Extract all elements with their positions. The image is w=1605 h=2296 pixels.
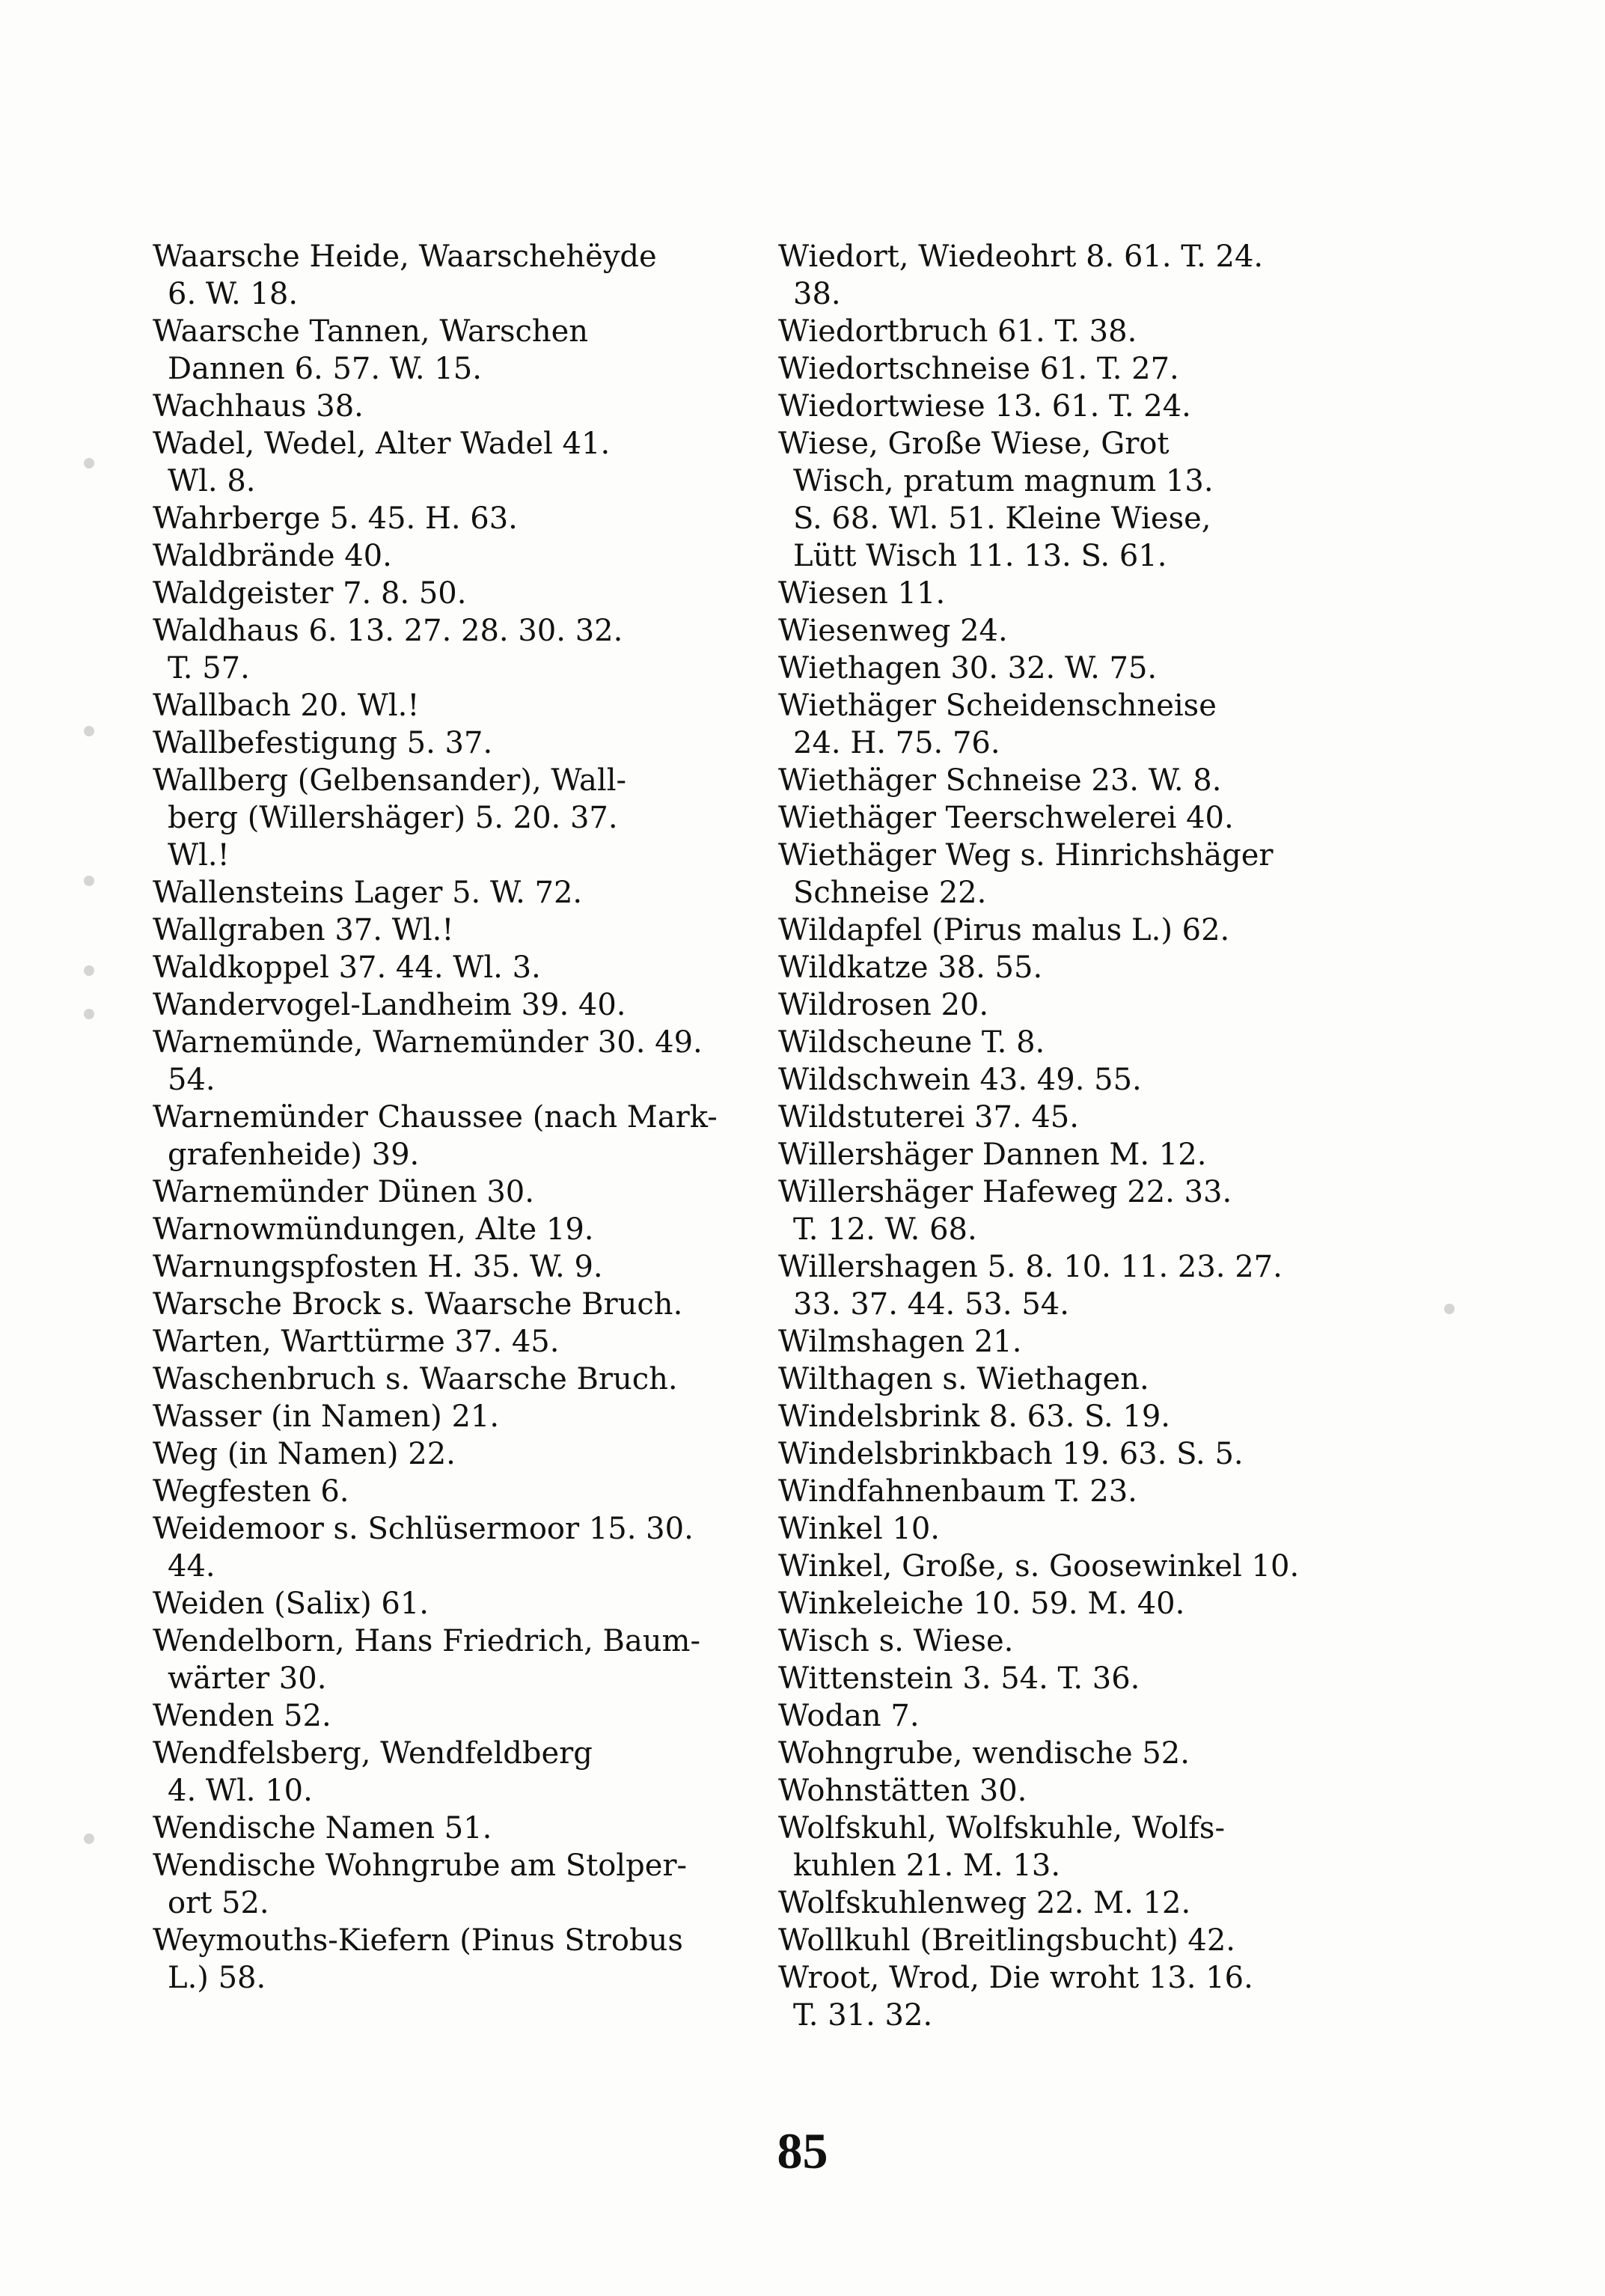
page-number: 85 <box>777 2122 828 2179</box>
scan-speck <box>84 965 94 976</box>
index-entry-continuation: S. 68. Wl. 51. Kleine Wiese, <box>793 501 1211 536</box>
index-entry-line: Wachhaus 38. <box>153 389 364 424</box>
index-entry-line: Wiesen 11. <box>778 576 946 611</box>
index-entry <box>778 1660 1399 1697</box>
index-entry <box>153 912 736 949</box>
index-entry-line: Wilthagen s. Wiethagen. <box>778 1362 1149 1396</box>
index-entry <box>153 1211 736 1248</box>
index-entry-line: Warsche Brock s. Waarsche Bruch. <box>153 1287 683 1322</box>
index-entry <box>778 1061 1399 1099</box>
index-entry-line: Wisch s. Wiese. <box>778 1624 1014 1658</box>
index-entry-line: Wegfesten 6. <box>153 1474 349 1509</box>
index-entry-line: Warnungspfosten H. 35. W. 9. <box>153 1250 603 1284</box>
index-entry <box>778 1398 1399 1435</box>
index-entry <box>778 762 1399 799</box>
index-entry-line: Wiethäger Teerschwelerei 40. <box>778 801 1234 835</box>
index-entry-line: Wenden 52. <box>153 1699 331 1733</box>
index-entry <box>778 1772 1399 1810</box>
index-entry-continuation: T. 12. W. 68. <box>793 1212 977 1247</box>
index-entry <box>153 1735 736 1810</box>
index-entry-line: Willershäger Dannen M. 12. <box>778 1138 1207 1172</box>
index-entry <box>778 1959 1399 2034</box>
index-entry-line: Wiedortschneise 61. T. 27. <box>778 352 1179 386</box>
index-entry-line: Willershagen 5. 8. 10. 11. 23. 27. <box>778 1250 1283 1284</box>
index-entry-continuation: grafenheide) 39. <box>168 1138 420 1172</box>
index-entry <box>778 912 1399 949</box>
index-entry <box>153 1024 736 1099</box>
index-entry <box>778 1622 1399 1660</box>
index-entry-line: Wohngrube, wendische 52. <box>778 1736 1190 1771</box>
index-entry <box>153 388 736 425</box>
index-entry-line: Wasser (in Namen) 21. <box>153 1399 500 1434</box>
index-entry <box>778 1810 1399 1884</box>
index-entry <box>153 1248 736 1286</box>
index-entry-line: Warnemünder Dünen 30. <box>153 1175 534 1209</box>
index-entry <box>153 1398 736 1435</box>
index-entry-continuation: 33. 37. 44. 53. 54. <box>793 1287 1069 1322</box>
index-entry-continuation: 4. Wl. 10. <box>168 1774 313 1808</box>
index-entry <box>778 1099 1399 1136</box>
index-entry <box>153 949 736 986</box>
index-entry <box>778 949 1399 986</box>
index-entry <box>153 500 736 537</box>
index-entry <box>778 1585 1399 1622</box>
index-entry <box>153 1435 736 1473</box>
index-entry <box>153 874 736 912</box>
index-entry <box>778 1435 1399 1473</box>
index-entry <box>778 837 1399 912</box>
index-entry <box>153 1697 736 1735</box>
index-entry-continuation: Dannen 6. 57. W. 15. <box>168 352 482 386</box>
index-entry <box>778 1248 1399 1323</box>
index-entry-line: Waldkoppel 37. 44. Wl. 3. <box>153 950 541 985</box>
index-entry <box>153 724 736 762</box>
index-entry <box>778 575 1399 612</box>
index-entry <box>153 1810 736 1847</box>
index-entry-continuation: Wl. 8. <box>168 464 256 498</box>
index-entry-line: Waarsche Heide, Waarschehëyde <box>153 239 657 274</box>
index-entry-line: Waldhaus 6. 13. 27. 28. 30. 32. <box>153 614 623 648</box>
index-entry-continuation: berg (Willershäger) 5. 20. 37. <box>168 801 618 835</box>
index-entry-line: Wroot, Wrod, Die wroht 13. 16. <box>778 1961 1253 1995</box>
index-entry-line: Waldgeister 7. 8. 50. <box>153 576 467 611</box>
index-entry <box>778 313 1399 350</box>
index-entry <box>778 650 1399 687</box>
index-entry <box>153 1622 736 1697</box>
index-entry <box>778 986 1399 1024</box>
index-entry-line: Wildstuterei 37. 45. <box>778 1100 1079 1135</box>
index-entry-continuation: L.) 58. <box>168 1961 266 1995</box>
index-entry <box>778 799 1399 837</box>
index-entry-line: Wandervogel-Landheim 39. 40. <box>153 988 626 1022</box>
index-entry <box>153 986 736 1024</box>
index-entry-continuation: Wl.! <box>168 838 230 873</box>
index-entry-line: Winkeleiche 10. 59. M. 40. <box>778 1587 1185 1621</box>
index-entry-line: Wiethäger Scheidenschneise <box>778 689 1217 723</box>
index-entry <box>778 1473 1399 1510</box>
index-entry <box>778 1735 1399 1772</box>
index-entry-line: Wadel, Wedel, Alter Wadel 41. <box>153 427 611 461</box>
index-entry-line: Windfahnenbaum T. 23. <box>778 1474 1137 1509</box>
index-entry-line: Wildschwein 43. 49. 55. <box>778 1063 1142 1097</box>
index-entry-line: Wiesenweg 24. <box>778 614 1008 648</box>
index-entry <box>778 1173 1399 1248</box>
scan-speck <box>84 1834 94 1844</box>
index-entry <box>778 350 1399 388</box>
index-entry <box>153 1173 736 1211</box>
index-entry <box>153 1323 736 1361</box>
index-entry <box>153 1286 736 1323</box>
index-entry-line: Wittenstein 3. 54. T. 36. <box>778 1661 1140 1696</box>
index-entry-line: Wallensteins Lager 5. W. 72. <box>153 876 583 910</box>
index-entry-continuation: 6. W. 18. <box>168 277 299 311</box>
index-entry <box>153 1361 736 1398</box>
index-entry-line: Wiedortwiese 13. 61. T. 24. <box>778 389 1191 424</box>
index-entry <box>153 1922 736 1997</box>
index-entry-line: Wahrberge 5. 45. H. 63. <box>153 501 518 536</box>
index-entry <box>778 1884 1399 1922</box>
index-entry-continuation: wärter 30. <box>168 1661 327 1696</box>
index-entry <box>778 388 1399 425</box>
index-entry <box>153 1510 736 1585</box>
index-entry-line: Wiethäger Schneise 23. W. 8. <box>778 763 1222 798</box>
index-entry-line: Weiden (Salix) 61. <box>153 1587 429 1621</box>
index-entry <box>153 1473 736 1510</box>
index-entry-line: Willershäger Hafeweg 22. 33. <box>778 1175 1232 1209</box>
index-entry-line: Wiethagen 30. 32. W. 75. <box>778 651 1158 686</box>
index-entry-line: Warnemünde, Warnemünder 30. 49. <box>153 1025 703 1060</box>
index-entry <box>153 313 736 388</box>
index-entry-line: Wolfskuhl, Wolfskuhle, Wolfs- <box>778 1811 1225 1845</box>
index-entry-line: Windelsbrink 8. 63. S. 19. <box>778 1399 1171 1434</box>
index-column-left <box>153 238 736 1997</box>
index-entry-continuation: 38. <box>793 277 841 311</box>
index-entry <box>153 575 736 612</box>
scan-speck <box>84 1009 94 1019</box>
index-entry-line: Waarsche Tannen, Warschen <box>153 314 589 349</box>
index-entry-line: Wallbach 20. Wl.! <box>153 689 420 723</box>
index-entry-line: Warnowmündungen, Alte 19. <box>153 1212 594 1247</box>
index-entry-line: Waschenbruch s. Waarsche Bruch. <box>153 1362 678 1396</box>
index-entry <box>778 425 1399 575</box>
scan-speck <box>84 726 94 736</box>
index-entry <box>778 238 1399 313</box>
index-entry <box>153 687 736 724</box>
index-entry <box>778 1136 1399 1173</box>
index-entry-line: Weymouths-Kiefern (Pinus Strobus <box>153 1923 683 1958</box>
index-entry <box>778 1323 1399 1361</box>
index-entry-line: Weidemoor s. Schlüsermoor 15. 30. <box>153 1512 694 1546</box>
index-entry-line: Wiese, Große Wiese, Grot <box>778 427 1170 461</box>
index-entry-line: Weg (in Namen) 22. <box>153 1437 456 1471</box>
index-entry <box>778 1922 1399 1959</box>
index-column-right <box>778 238 1399 2034</box>
index-entry-continuation: ort 52. <box>168 1886 269 1920</box>
index-entry <box>778 1510 1399 1548</box>
index-entry-line: Wiedort, Wiedeohrt 8. 61. T. 24. <box>778 239 1264 274</box>
index-entry-line: Wildkatze 38. 55. <box>778 950 1043 985</box>
index-entry-line: Wildrosen 20. <box>778 988 989 1022</box>
index-entry-line: Wiedortbruch 61. T. 38. <box>778 314 1137 349</box>
index-entry-line: Winkel, Große, s. Goosewinkel 10. <box>778 1549 1300 1584</box>
index-entry-line: Waldbrände 40. <box>153 539 392 573</box>
index-entry <box>153 1099 736 1173</box>
index-entry-continuation: 24. H. 75. 76. <box>793 726 1000 760</box>
index-entry <box>153 425 736 500</box>
index-entry-line: Wendfelsberg, Wendfeldberg <box>153 1736 593 1771</box>
index-entry <box>778 1697 1399 1735</box>
index-entry-line: Wollkuhl (Breitlingsbucht) 42. <box>778 1923 1236 1958</box>
index-entry-line: Wodan 7. <box>778 1699 920 1733</box>
index-entry <box>778 1024 1399 1061</box>
index-entry-continuation: 44. <box>168 1549 215 1584</box>
index-entry-line: Wildscheune T. 8. <box>778 1025 1045 1060</box>
index-entry-line: Wiethäger Weg s. Hinrichshäger <box>778 838 1274 873</box>
index-entry-line: Wohnstätten 30. <box>778 1774 1027 1808</box>
index-entry-continuation: Lütt Wisch 11. 13. S. 61. <box>793 539 1167 573</box>
index-entry-line: Wolfskuhlenweg 22. M. 12. <box>778 1886 1191 1920</box>
index-entry <box>153 1585 736 1622</box>
index-entry <box>153 537 736 575</box>
index-entry-line: Wallgraben 37. Wl.! <box>153 913 454 947</box>
index-entry-line: Warten, Warttürme 37. 45. <box>153 1325 560 1359</box>
index-entry <box>153 238 736 313</box>
index-entry-line: Wildapfel (Pirus malus L.) 62. <box>778 913 1230 947</box>
index-entry-continuation: kuhlen 21. M. 13. <box>793 1848 1061 1883</box>
index-entry-line: Winkel 10. <box>778 1512 940 1546</box>
index-entry <box>778 1548 1399 1585</box>
index-entry-continuation: Wisch, pratum magnum 13. <box>793 464 1214 498</box>
index-entry-line: Wendelborn, Hans Friedrich, Baum- <box>153 1624 700 1658</box>
index-entry <box>778 687 1399 762</box>
index-entry-line: Wendische Wohngrube am Stolper- <box>153 1848 688 1883</box>
index-entry-continuation: Schneise 22. <box>793 876 987 910</box>
index-entry <box>153 762 736 874</box>
scan-speck <box>1444 1304 1455 1314</box>
index-entry <box>153 612 736 687</box>
index-entry <box>778 1361 1399 1398</box>
index-entry-line: Wendische Namen 51. <box>153 1811 492 1845</box>
scan-speck <box>84 876 94 886</box>
index-entry-line: Warnemünder Chaussee (nach Mark- <box>153 1100 718 1135</box>
index-entry-continuation: 54. <box>168 1063 215 1097</box>
index-entry-continuation: T. 31. 32. <box>793 1998 933 2033</box>
scan-speck <box>84 458 94 468</box>
index-entry-line: Wallberg (Gelbensander), Wall- <box>153 763 627 798</box>
index-entry-line: Wallbefestigung 5. 37. <box>153 726 493 760</box>
index-entry-continuation: T. 57. <box>168 651 250 686</box>
index-entry <box>778 612 1399 650</box>
index-entry <box>153 1847 736 1922</box>
index-entry-line: Windelsbrinkbach 19. 63. S. 5. <box>778 1437 1244 1471</box>
index-entry-line: Wilmshagen 21. <box>778 1325 1022 1359</box>
